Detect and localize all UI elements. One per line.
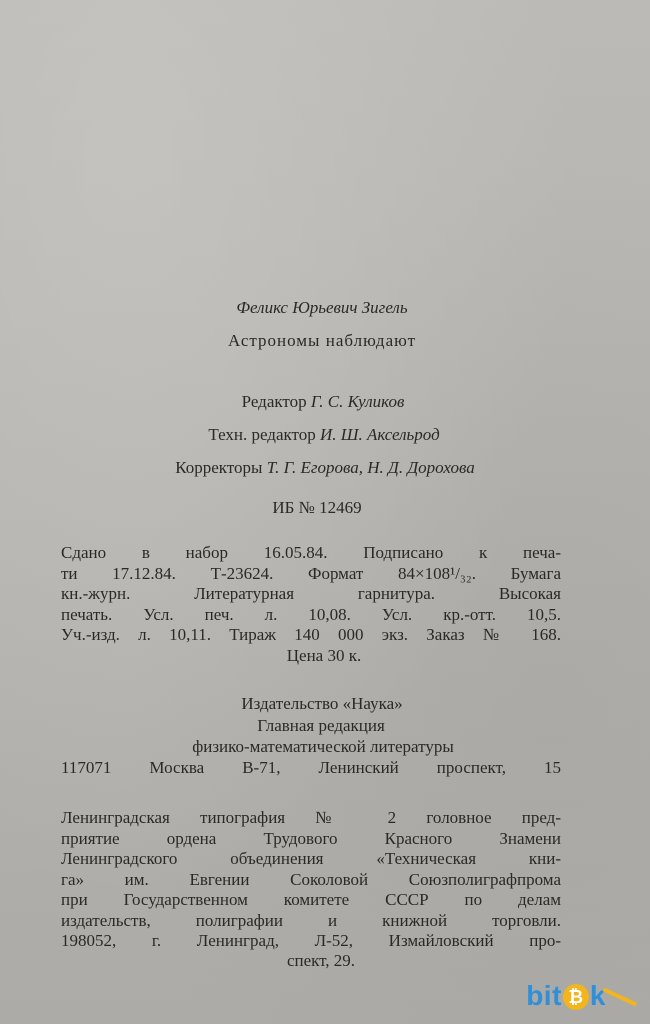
editor-credit — [0, 392, 650, 412]
price: Цена 30 к. — [286, 646, 362, 665]
print-detail-line: печать. Усл. печ. л. 10,08. Усл. кр.-отт. 10,5. — [61, 604, 561, 624]
publisher-name: Издательство «Наука» — [241, 694, 403, 713]
ib-number: ИБ № 12469 — [272, 498, 362, 517]
tech-editor-label: Техн. редактор — [208, 425, 316, 444]
printer-line: Ленинградского объединения «Техническая кни- — [61, 849, 561, 868]
editor-label: Редактор — [241, 392, 307, 411]
author-name: Феликс Юрьевич Зигель — [236, 298, 408, 317]
bitcoin-icon: ₿ — [563, 984, 589, 1010]
correctors-names: Т. Г. Егорова, Н. Д. Дорохова — [266, 458, 475, 477]
printer-line: га» им. Евгении Соколовой Союзполиграфпрома — [61, 869, 561, 889]
publisher-address: 117071 Москва В-71, Ленинский проспект, 15 — [61, 758, 561, 777]
print-detail-line: Уч.-изд. л. 10,11. Тираж 140 000 экз. Заказ № 168. — [61, 625, 561, 644]
printer-line: приятие ордена Трудового Красного Знамени — [61, 828, 561, 848]
printer-line: 198052, г. Ленинград, Л-52, Измайловский про- — [61, 931, 561, 950]
editor-name: Г. С. Куликов — [310, 392, 405, 411]
watermark-text: k — [589, 980, 606, 1011]
print-detail-line: кн.-журн. Литературная гарнитура. Высокая — [61, 584, 561, 603]
printer-last-line: спект, 29. — [286, 951, 356, 970]
print-detail-line: Сдано в набор 16.05.84. Подписано к печа- — [61, 543, 561, 562]
printer-line: при Государственном комитете СССР по делам — [61, 890, 561, 909]
correctors-credit — [0, 458, 650, 478]
tech-editor-name: И. Ш. Аксельрод — [320, 425, 440, 444]
swoosh-icon — [603, 988, 637, 1007]
publisher-division: Главная редакция — [257, 716, 385, 735]
print-detail-line: ти 17.12.84. Т-23624. Формат 84×108¹/₃₂. Бумага — [61, 563, 561, 583]
printer-line: издательств, полиграфии и книжной торговли. — [61, 910, 561, 930]
watermark-text: bit — [526, 980, 562, 1011]
tech-editor-credit — [0, 425, 650, 445]
publisher-division-2: физико-математической литературы — [192, 737, 454, 756]
correctors-label: Корректоры — [175, 458, 263, 477]
print-details — [61, 543, 561, 646]
watermark-logo — [526, 980, 638, 1012]
printer-line: Ленинградская типография № 2 головное пред- — [61, 808, 561, 827]
printer-details — [61, 808, 561, 952]
book-title: Астрономы наблюдают — [227, 331, 417, 350]
